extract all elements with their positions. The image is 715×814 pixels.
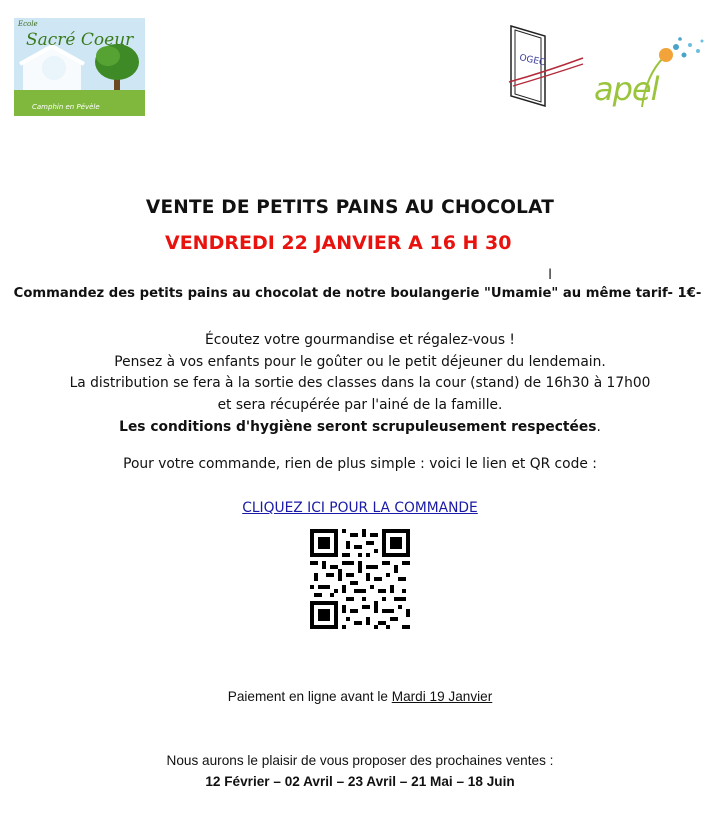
info-line: et sera récupérée par l'ainé de la famille. bbox=[217, 397, 503, 414]
hygiene-line bbox=[0, 417, 715, 439]
next-sales-intro: Nous aurons le plaisir de vous proposer des prochaines ventes : bbox=[166, 753, 554, 768]
hygiene-text: Les conditions d'hygiène seront scrupuleusement respectées bbox=[119, 418, 597, 435]
payment-line bbox=[0, 689, 715, 704]
command-intro: Pour votre commande, rien de plus simple : voici le lien et QR code : bbox=[123, 456, 597, 472]
order-link[interactable]: CLIQUEZ ICI POUR LA COMMANDE bbox=[242, 500, 478, 516]
next-sales bbox=[0, 750, 715, 792]
info-line: Écoutez votre gourmandise et régalez-vous ! bbox=[205, 332, 515, 348]
info-line: Pensez à vos enfants pour le goûter ou le petit déjeuner du lendemain. bbox=[114, 353, 606, 370]
event-date: VENDREDI 22 JANVIER A 16 H 30 bbox=[165, 232, 512, 254]
info-paragraph bbox=[0, 330, 715, 439]
school-logo bbox=[14, 18, 145, 116]
qr-code[interactable] bbox=[310, 528, 410, 630]
text-cursor-icon: I bbox=[548, 267, 553, 283]
order-link-wrapper bbox=[0, 500, 715, 516]
payment-text: Paiement en ligne avant le bbox=[227, 689, 392, 704]
order-line: Commandez des petits pains au chocolat de notre boulangerie "Umamie" au même tarif- 1€- bbox=[13, 286, 702, 301]
ogec-logo-text: OGEC bbox=[518, 53, 546, 69]
hygiene-period: . bbox=[596, 418, 601, 435]
info-line: La distribution se fera à la sortie des classes dans la cour (stand) de 16h30 à 17h00 bbox=[69, 375, 651, 392]
next-sales-dates: 12 Février – 02 Avril – 23 Avril – 21 Mai – 18 Juin bbox=[205, 774, 515, 789]
school-logo-name: Sacré Coeur bbox=[26, 30, 134, 50]
school-logo-prefix: Ecole bbox=[18, 20, 38, 28]
page-title: VENTE DE PETITS PAINS AU CHOCOLAT bbox=[145, 197, 555, 218]
apel-logo-text: apel bbox=[594, 70, 659, 108]
ogec-logo bbox=[505, 22, 585, 107]
school-logo-town: Camphin en Pévèle bbox=[32, 103, 100, 111]
payment-deadline: Mardi 19 Janvier bbox=[391, 689, 493, 704]
